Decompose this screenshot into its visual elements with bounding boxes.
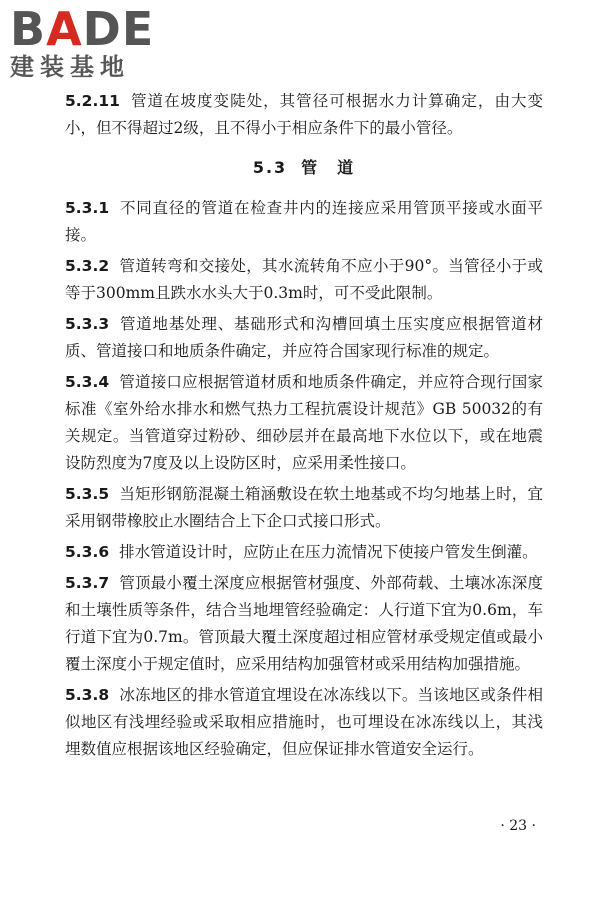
clause-number: 5.3.5 bbox=[65, 485, 110, 503]
clause-number: 5.3.7 bbox=[65, 574, 110, 592]
clause-5-3-7 bbox=[65, 570, 543, 678]
logo-letters-pre: B bbox=[10, 2, 47, 56]
clause-number: 5.3.2 bbox=[65, 257, 110, 275]
clause-text: 排水管道设计时，应防止在压力流情况下使接户管发生倒灌。 bbox=[119, 543, 538, 561]
clause-5-3-8 bbox=[65, 682, 543, 763]
clause-5-3-1 bbox=[65, 195, 543, 249]
clause-number: 5.2.11 bbox=[65, 92, 120, 110]
clause-number: 5.3.3 bbox=[65, 315, 110, 333]
logo-letters-post: DE bbox=[82, 2, 155, 56]
clause-text: 管道地基处理、基础形式和沟槽回填土压实度应根据管道材质、管道接口和地质条件确定，并应符合国家现行标准的规定。 bbox=[65, 315, 543, 360]
section-heading bbox=[65, 154, 543, 181]
page-number: · 23 · bbox=[500, 818, 536, 834]
section-title: 管 道 bbox=[301, 158, 356, 177]
clause-number: 5.3.8 bbox=[65, 686, 110, 704]
clause-5-3-4 bbox=[65, 369, 543, 477]
clause-number: 5.3.6 bbox=[65, 543, 110, 561]
clause-text: 冰冻地区的排水管道宜埋设在冰冻线以下。当该地区或条件相似地区有浅埋经验或采取相应措施时，也可埋设在冰冻线以上，其浅埋数值应根据该地区经验确定，但应保证排水管道安全运行。 bbox=[65, 686, 543, 758]
clause-text: 当矩形钢筋混凝土箱涵敷设在软土地基或不均匀地基上时，宜采用钢带橡胶止水圈结合上下企口式接口形式。 bbox=[65, 485, 543, 530]
clause-5-3-6 bbox=[65, 539, 543, 566]
section-number: 5.3 bbox=[252, 158, 288, 177]
clause-5-2-11 bbox=[65, 88, 543, 142]
clause-5-3-3 bbox=[65, 311, 543, 365]
clause-text: 管道接口应根据管道材质和地质条件确定，并应符合现行国家标准《室外给水排水和燃气热力工程抗震设计规范》GB 50032的有关规定。当管道穿过粉砂、细砂层并在最高地下水位以下，或在地震设防烈度为7度及以上设防区时，应采用柔性接口。 bbox=[65, 373, 543, 472]
clause-5-3-2 bbox=[65, 253, 543, 307]
logo-subtitle: 建装基地 bbox=[10, 53, 130, 81]
clause-number: 5.3.1 bbox=[65, 199, 110, 217]
clause-text: 管道在坡度变陡处，其管径可根据水力计算确定，由大变小，但不得超过2级，且不得小于相应条件下的最小管径。 bbox=[65, 92, 543, 137]
clause-text: 不同直径的管道在检查井内的连接应采用管顶平接或水面平接。 bbox=[65, 199, 543, 244]
document-body bbox=[65, 88, 543, 767]
clause-text: 管道转弯和交接处，其水流转角不应小于90°。当管径小于或等于300mm且跌水水头大于0.3m时，可不受此限制。 bbox=[65, 257, 543, 302]
clause-text: 管顶最小覆土深度应根据管材强度、外部荷载、土壤冰冻深度和土壤性质等条件，结合当地埋管经验确定：人行道下宜为0.6m，车行道下宜为0.7m。管顶最大覆土深度超过相应管材承受规定值或最小覆土深度小于规定值时，应采用结构加强管材或采用结构加强措施。 bbox=[65, 574, 543, 673]
logo-wordmark bbox=[10, 2, 180, 56]
logo bbox=[10, 2, 180, 86]
clause-5-3-5 bbox=[65, 481, 543, 535]
logo-letter-a: A bbox=[46, 2, 83, 56]
clause-number: 5.3.4 bbox=[65, 373, 110, 391]
